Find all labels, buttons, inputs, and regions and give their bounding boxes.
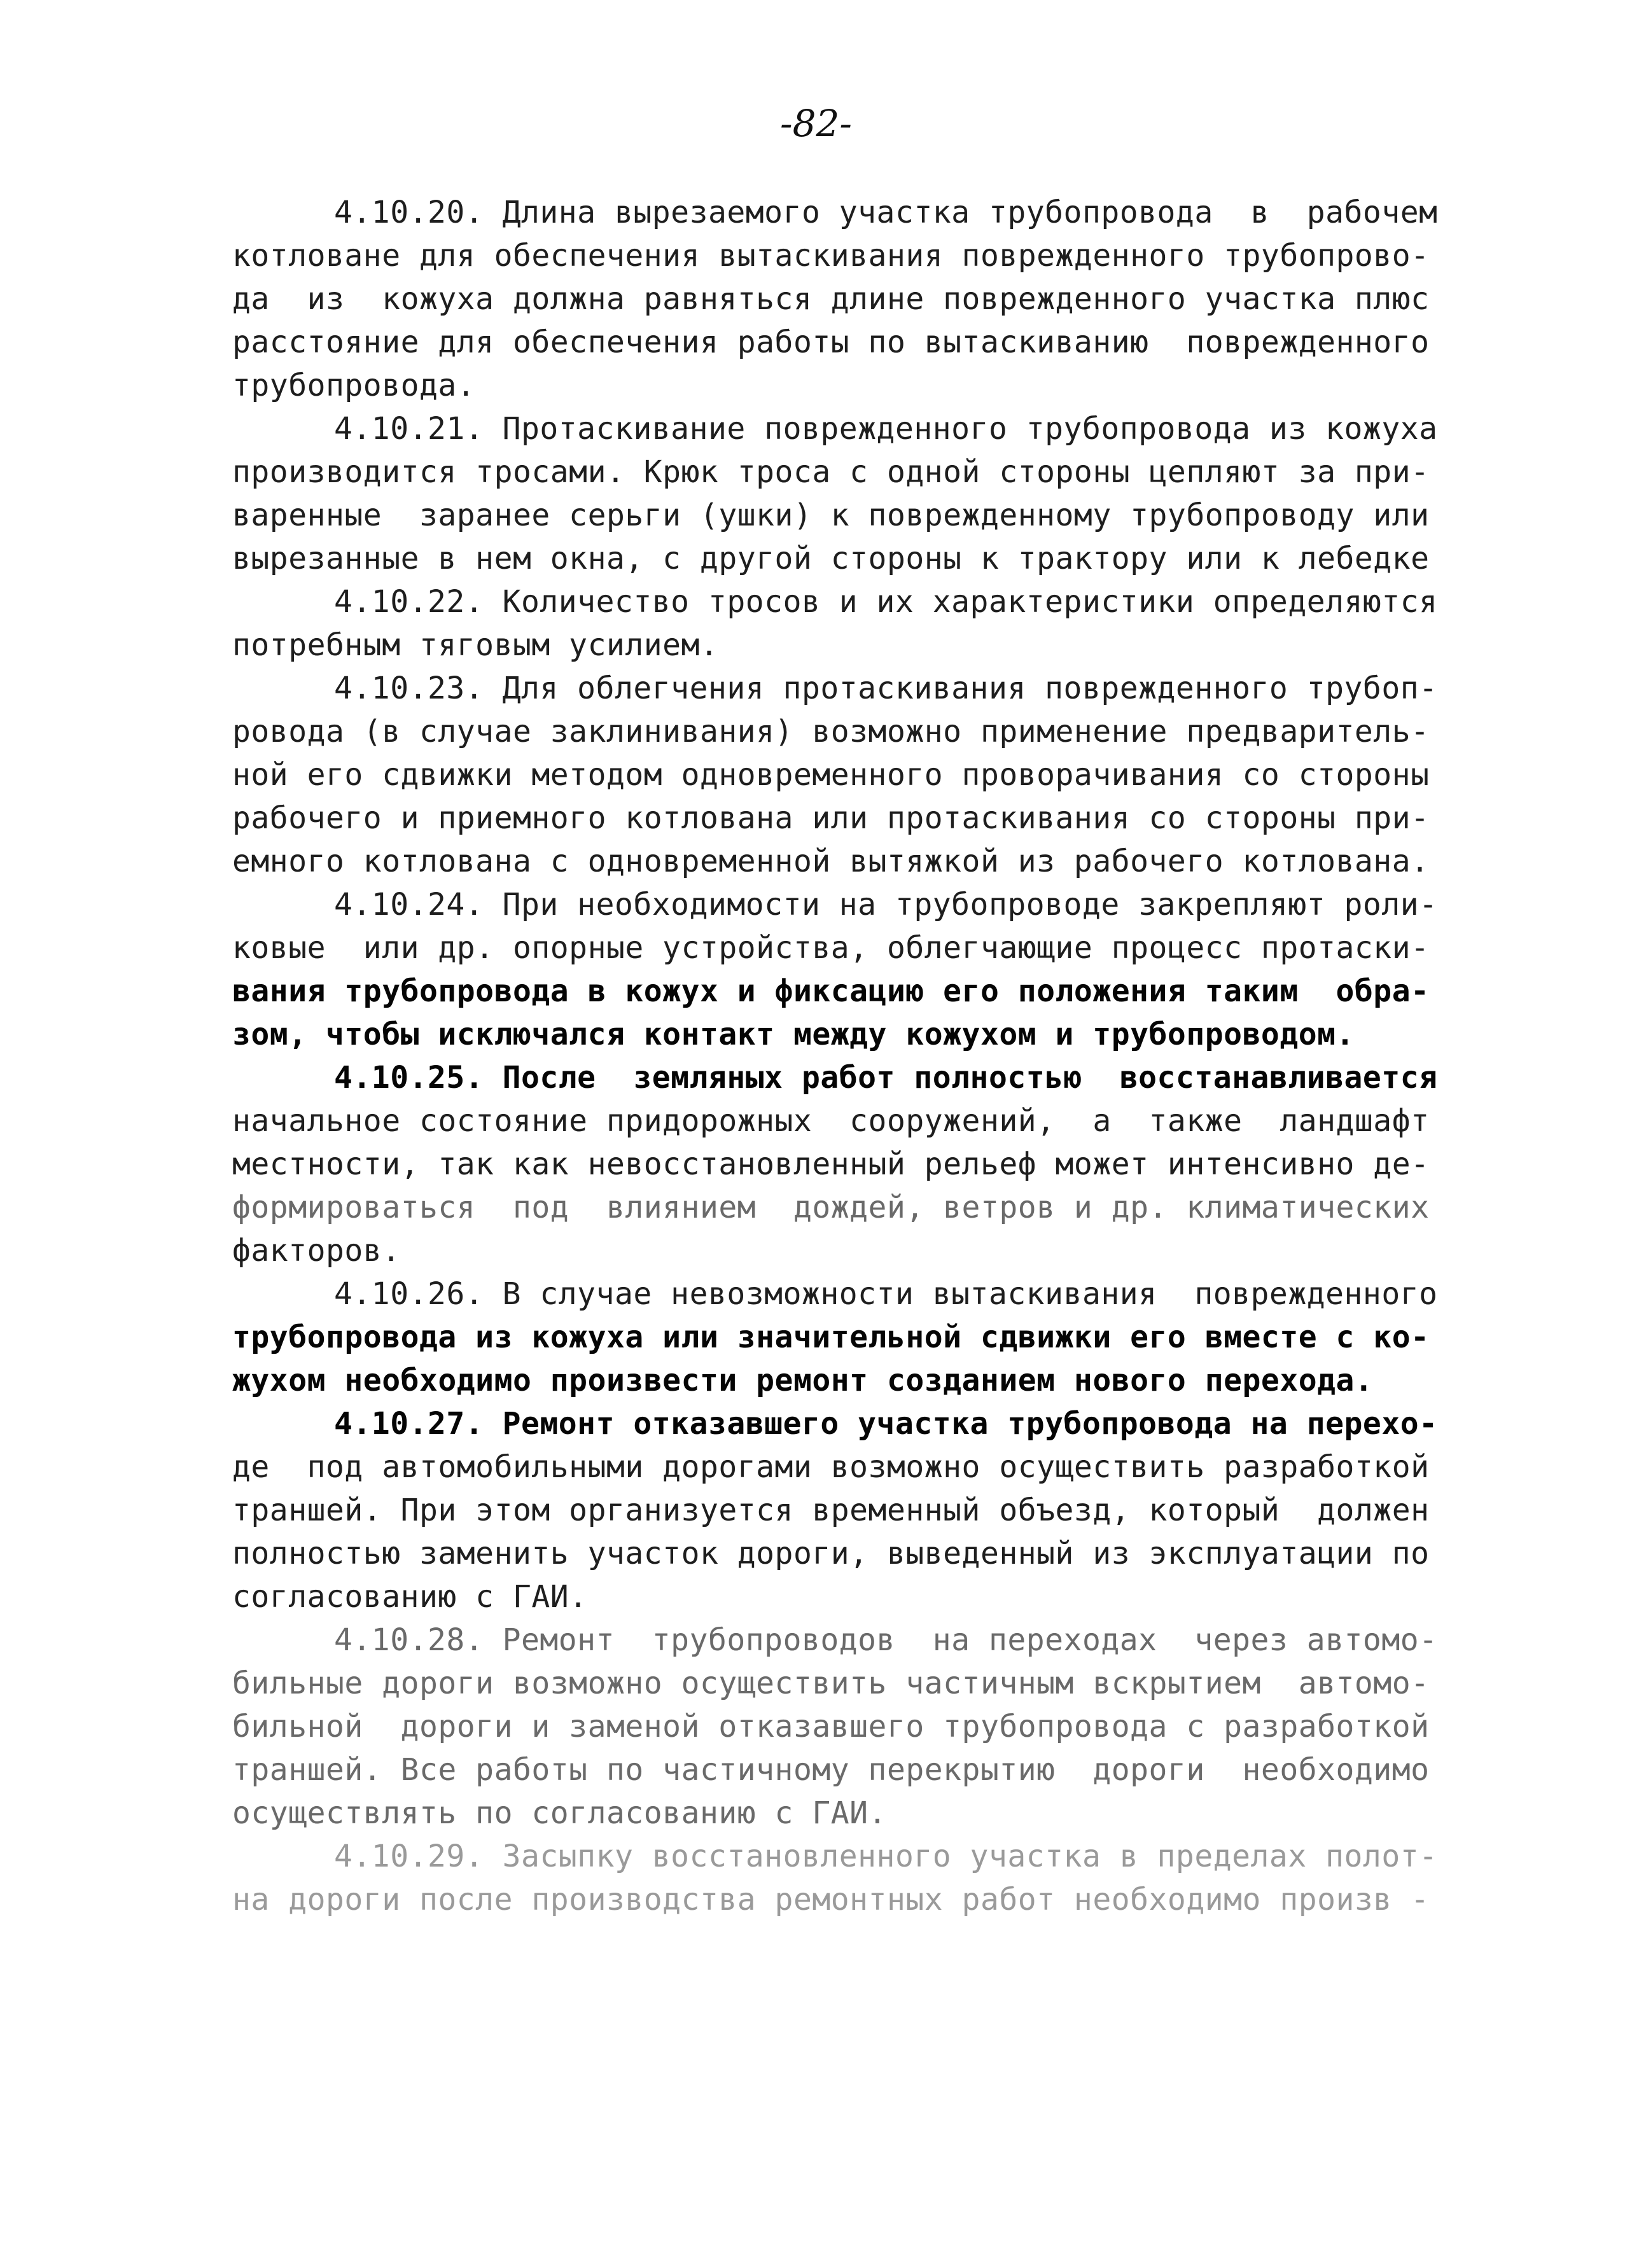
text-line: де под автомобильными дорогами возможно осуществить разработкой (232, 1449, 1430, 1485)
text-line: формироваться под влиянием дождей, ветров и др. климатических (232, 1190, 1430, 1225)
page-number: -82- (780, 102, 852, 145)
text-line: 4.10.29. Засыпку восстановленного участка в пределах полот- (334, 1839, 1438, 1874)
text-line: котловане для обеспечения вытаскивания поврежденного трубопрово- (232, 238, 1430, 274)
text-line: 4.10.20. Длина вырезаемого участка трубопровода в рабочем (334, 195, 1438, 230)
text-line: траншей. Все работы по частичному перекрытию дороги необходимо (232, 1752, 1430, 1788)
text-line: да из кожуха должна равняться длине поврежденного участка плюс (232, 281, 1430, 317)
text-line: рабочего и приемного котлована или протаскивания со стороны при- (232, 800, 1430, 836)
text-line: вания трубопровода в кожух и фиксацию его положения таким обра- (232, 973, 1430, 1009)
text-line: производится тросами. Крюк троса с одной стороны цепляют за при- (232, 454, 1430, 490)
text-line: 4.10.22. Количество тросов и их характеристики определяются (334, 584, 1438, 620)
text-line: факторов. (232, 1233, 401, 1269)
text-line: бильной дороги и заменой отказавшего трубопровода с разработкой (232, 1709, 1430, 1744)
text-line: трубопровода из кожуха или значительной сдвижки его вместе с ко- (232, 1319, 1430, 1355)
text-line: 4.10.25. После земляных работ полностью восстанавливается (334, 1060, 1438, 1096)
text-line: 4.10.26. В случае невозможности вытаскивания поврежденного (334, 1276, 1438, 1312)
text-line: начальное состояние придорожных сооружений, а также ландшафт (232, 1103, 1430, 1139)
text-line: 4.10.27. Ремонт отказавшего участка трубопровода на перехо- (334, 1406, 1438, 1442)
text-line: траншей. При этом организуется временный объезд, который должен (232, 1492, 1430, 1528)
document-body (232, 191, 1463, 1921)
text-line: расстояние для обеспечения работы по вытаскиванию поврежденного (232, 324, 1430, 360)
paragraph-4-10-24 (232, 883, 1463, 1056)
paragraph-4-10-21 (232, 407, 1463, 580)
paragraph-4-10-25 (232, 1056, 1463, 1272)
text-line: варенные заранее серьги (ушки) к поврежденному трубопроводу или (232, 497, 1430, 533)
text-line: согласованию с ГАИ. (232, 1579, 588, 1615)
paragraph-4-10-23 (232, 667, 1463, 883)
paragraph-4-10-22 (232, 580, 1463, 667)
text-line: полностью заменить участок дороги, выведенный из эксплуатации по (232, 1536, 1430, 1571)
text-line: на дороги после производства ремонтных работ необходимо произв - (232, 1882, 1430, 1917)
text-line: вырезанные в нем окна, с другой стороны к трактору или к лебедке (232, 541, 1430, 576)
text-line: осуществлять по согласованию с ГАИ. (232, 1795, 887, 1831)
text-line: ковые или др. опорные устройства, облегчающие процесс протаски- (232, 930, 1430, 966)
text-line: трубопровода. (232, 368, 476, 403)
text-line: местности, так как невосстановленный рельеф может интенсивно де- (232, 1146, 1430, 1182)
text-line: ной его сдвижки методом одновременного проворачивания со стороны (232, 757, 1430, 793)
text-line: емного котлована с одновременной вытяжкой из рабочего котлована. (232, 844, 1430, 879)
text-line: ровода (в случае заклинивания) возможно применение предваритель- (232, 714, 1430, 749)
paragraph-4-10-26 (232, 1272, 1463, 1402)
text-line: потребным тяговым усилием. (232, 627, 719, 663)
text-line: 4.10.24. При необходимости на трубопроводе закрепляют роли- (334, 887, 1438, 922)
text-line: 4.10.28. Ремонт трубопроводов на переходах через автомо- (334, 1622, 1438, 1658)
paragraph-4-10-29 (232, 1835, 1463, 1921)
text-line: 4.10.23. Для облегчения протаскивания поврежденного трубоп- (334, 671, 1438, 706)
text-line: жухом необходимо произвести ремонт созданием нового перехода. (232, 1363, 1374, 1398)
text-line: бильные дороги возможно осуществить частичным вскрытием автомо- (232, 1666, 1430, 1701)
paragraph-4-10-27 (232, 1402, 1463, 1618)
paragraph-4-10-20 (232, 191, 1463, 407)
text-line: зом, чтобы исключался контакт между кожухом и трубопроводом. (232, 1017, 1355, 1052)
paragraph-4-10-28 (232, 1618, 1463, 1835)
text-line: 4.10.21. Протаскивание поврежденного трубопровода из кожуха (334, 411, 1438, 447)
